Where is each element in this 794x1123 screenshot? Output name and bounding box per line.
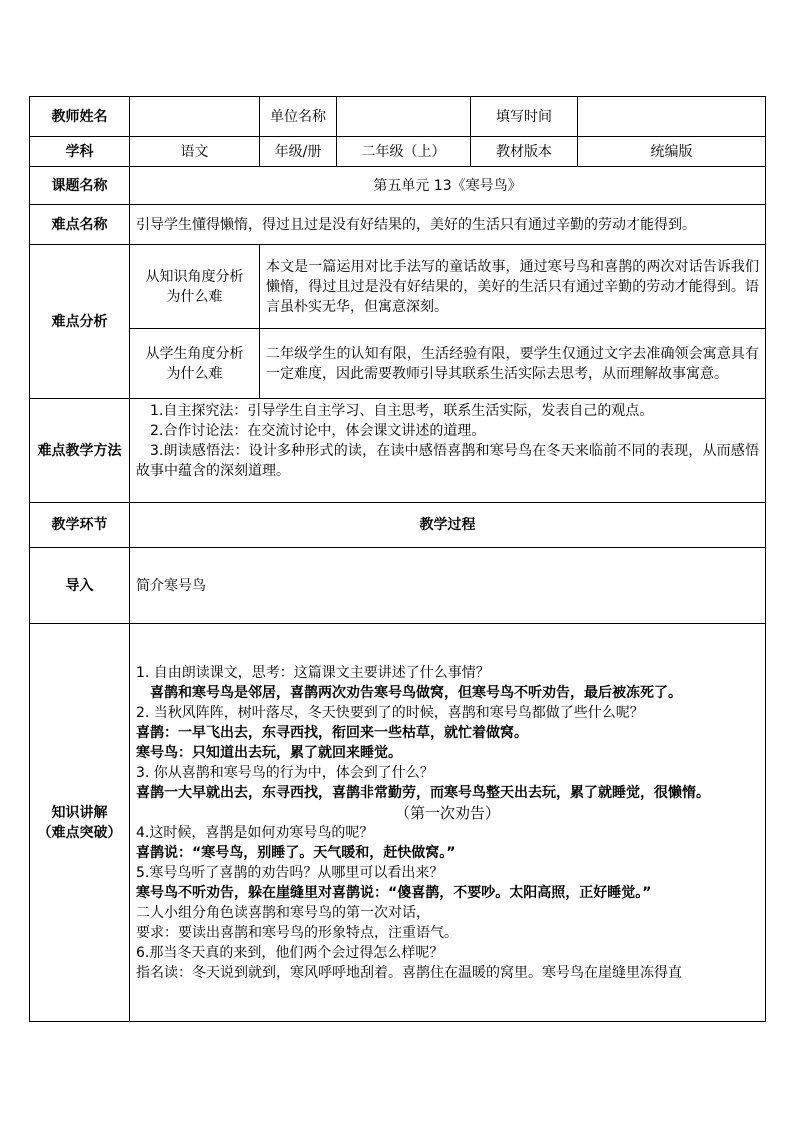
difficulty-value: 引导学生懂得懒惰，得过且过是没有好结果的，美好的生活只有通过辛勤的劳动才能得到。: [130, 205, 766, 245]
knowledge-label-main: 知识讲解: [51, 804, 108, 821]
edition-value: 统编版: [578, 137, 766, 167]
method-item: 1.自主探究法：引导学生自主学习、自主思考，联系生活实际，发表自己的观点。: [150, 403, 654, 419]
student-angle-label: 从学生角度分析为什么难: [130, 329, 260, 399]
row-teaching-methods: [30, 399, 766, 503]
answer-2-hanhao: 寒号鸟：只知道出去玩，累了就回来睡觉。: [136, 744, 402, 761]
grade-label: 年级/册: [260, 137, 337, 167]
method-item: 2.合作讨论法：在交流讨论中，体会课文讲述的道理。: [150, 423, 486, 439]
question-5: 5.寒号鸟听了喜鹊的劝告吗？从哪里可以看出来？: [136, 864, 444, 881]
subject-value: 语文: [130, 137, 260, 167]
question-6: 6.那当冬天真的来到，他们两个会过得怎么样呢？: [136, 944, 444, 961]
subject-label: 学科: [30, 137, 130, 167]
row-analysis-student: [30, 329, 766, 399]
unit-name-value[interactable]: [337, 97, 471, 137]
teacher-name-value[interactable]: [130, 97, 260, 137]
question-1: 1. 自由朗读课文，思考：这篇课文主要讲述了什么事情？: [136, 664, 490, 681]
analysis-label: 难点分析: [30, 245, 130, 399]
lesson-plan-table: [29, 96, 766, 1022]
lesson-title-value: 第五单元 13《寒号鸟》: [130, 167, 766, 205]
answer-4: 喜鹊说：“寒号鸟，别睡了。天气暖和，赶快做窝。”: [136, 844, 456, 861]
row-lesson-title: [30, 167, 766, 205]
fill-time-value[interactable]: [578, 97, 766, 137]
lesson-title-label: 课题名称: [30, 167, 130, 205]
methods-content: [130, 399, 766, 503]
row-difficulty: [30, 205, 766, 245]
process-header: 教学过程: [130, 503, 766, 548]
question-3: 3. 你从喜鹊和寒号鸟的行为中，体会到了什么？: [136, 764, 434, 781]
row-knowledge: [30, 624, 766, 1022]
question-2: 2. 当秋风阵阵，树叶落尽，冬天快要到了的时候，喜鹊和寒号鸟都做了些什么呢？: [136, 704, 644, 721]
row-intro: [30, 548, 766, 624]
task-line-2: 要求：要读出喜鹊和寒号鸟的形象特点，注重语气。: [136, 924, 458, 941]
student-angle-text: 二年级学生的认知有限，生活经验有限，要学生仅通过文字去准确领会寓意具有一定难度，因此需要教师引导其联系生活实际去思考，从而理解故事寓意。: [260, 329, 766, 399]
grade-value: 二年级（上）: [337, 137, 471, 167]
row-teacher-info: [30, 97, 766, 137]
fill-time-label: 填写时间: [471, 97, 578, 137]
intro-text: 简介寒号鸟: [130, 548, 766, 624]
row-analysis-knowledge: [30, 245, 766, 329]
question-4: 4.这时候，喜鹊是如何劝寒号鸟的呢？: [136, 824, 374, 841]
knowledge-angle-text: 本文是一篇运用对比手法写的童话故事，通过寒号鸟和喜鹊的两次对话告诉我们懒惰，得过且过是没有好结果的，美好的生活只有通过辛勤的劳动才能得到。语言虽朴实无华，但寓意深刻。: [260, 245, 766, 329]
knowledge-label-sub: （难点突破）: [37, 824, 122, 841]
methods-label: 难点教学方法: [30, 399, 130, 503]
answer-2-magpie: 喜鹊：一早飞出去，东寻西找，衔回来一些枯草，就忙着做窝。: [136, 724, 528, 741]
unit-name-label: 单位名称: [260, 97, 337, 137]
teacher-name-label: 教师姓名: [30, 97, 130, 137]
answer-3: 喜鹊一大早就出去，东寻西找，喜鹊非常勤劳，而寒号鸟整天出去玩，累了就睡觉，很懒惰。: [136, 784, 710, 801]
row-process-header: [30, 503, 766, 548]
knowledge-label: [30, 624, 130, 1022]
answer-5: 寒号鸟不听劝告，躲在崖缝里对喜鹊说：“傻喜鹊，不要吵。太阳高照，正好睡觉。”: [136, 884, 652, 901]
section-heading: （第一次劝告）: [394, 803, 500, 822]
knowledge-angle-label: 从知识角度分析为什么难: [130, 245, 260, 329]
stage-header: 教学环节: [30, 503, 130, 548]
answer-6: 指名读：冬天说到就到，寒风呼呼地刮着。喜鹊住在温暖的窝里。寒号鸟在崖缝里冻得直: [136, 964, 682, 981]
edition-label: 教材版本: [471, 137, 578, 167]
knowledge-content: [130, 624, 766, 1022]
method-item: 3.朗读感悟法：设计多种形式的读，在读中感悟喜鹊和寒号鸟在冬天来临前不同的表现，从而感悟故事中蕴含的深刻道理。: [136, 443, 759, 479]
task-line-1: 二人小组分角色读喜鹊和寒号鸟的第一次对话，: [136, 904, 430, 921]
difficulty-label: 难点名称: [30, 205, 130, 245]
answer-1: 喜鹊和寒号鸟是邻居，喜鹊两次劝告寒号鸟做窝，但寒号鸟不听劝告，最后被冻死了。: [150, 684, 682, 701]
intro-label: 导入: [30, 548, 130, 624]
row-subject-info: [30, 137, 766, 167]
